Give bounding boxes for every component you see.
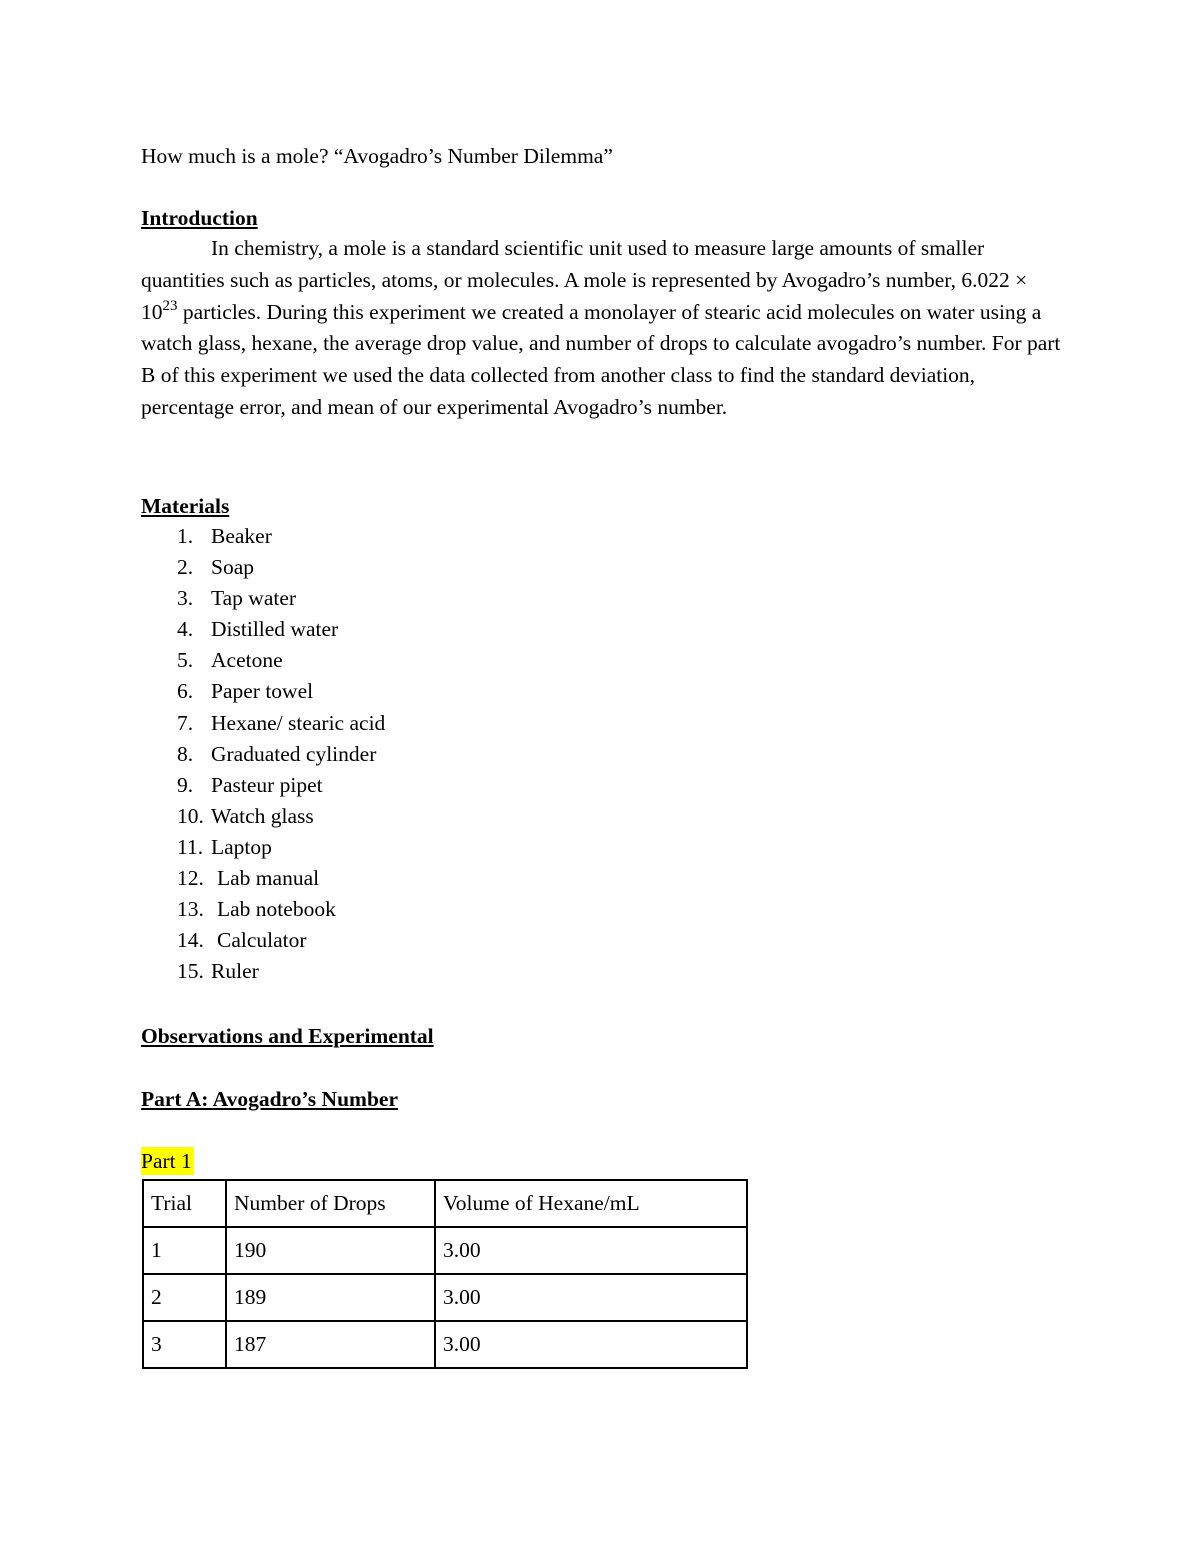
list-label: Hexane/ stearic acid <box>211 710 386 735</box>
introduction-heading: Introduction <box>141 206 258 230</box>
table-cell: 3.00 <box>435 1274 747 1321</box>
document-title: How much is a mole? “Avogadro’s Number Dilemma” <box>141 144 613 168</box>
list-number: 5. <box>177 648 194 673</box>
introduction-text-part2: particles. During this experiment we created a monolayer of stearic acid molecules on water using a watch glass, hexane, the average drop value, and number of drops to calculate avogadro’s number. For part B of this experiment we used the data collected from another class to find the standard deviation, percentage error, and mean of our experimental Avogadro’s number. <box>141 299 1061 419</box>
table-cell: 189 <box>226 1274 435 1321</box>
list-number: 15. <box>177 959 204 984</box>
table-cell: 1 <box>143 1227 226 1274</box>
list-label: Beaker <box>211 524 272 548</box>
list-number: 6. <box>177 679 194 704</box>
table-header-cell: Volume of Hexane/mL <box>435 1180 747 1227</box>
table-cell: 2 <box>143 1274 226 1321</box>
part-a-heading: Part A: Avogadro’s Number <box>141 1087 398 1111</box>
introduction-text-part1: In chemistry, a mole is a standard scientific unit used to measure large amounts of smaller quantities such as particles, atoms, or molecules. A mole is represented by Avogadro’s number, 6.022 × 10 <box>141 236 1028 324</box>
list-number: 11. <box>177 834 204 859</box>
list-number: 2. <box>177 555 194 580</box>
list-label: Lab notebook <box>217 897 336 922</box>
table-cell: 187 <box>226 1321 435 1368</box>
table-cell: 3.00 <box>435 1227 747 1274</box>
list-label: Paper towel <box>211 679 314 704</box>
list-number: 13. <box>177 897 204 922</box>
observations-heading: Observations and Experimental <box>141 1024 434 1048</box>
introduction-paragraph <box>141 233 1061 424</box>
table-header-row <box>143 1180 747 1227</box>
list-label: Calculator <box>217 928 307 953</box>
list-number: 3. <box>177 586 194 611</box>
table-header-cell: Number of Drops <box>226 1180 435 1227</box>
materials-heading: Materials <box>141 494 230 518</box>
table-row <box>143 1274 747 1321</box>
list-number: 14. <box>177 928 204 953</box>
part1-label: Part 1 <box>141 1149 192 1173</box>
list-label: Ruler <box>211 959 259 984</box>
table-cell: 3.00 <box>435 1321 747 1368</box>
list-label: Tap water <box>211 586 297 611</box>
list-label: Distilled water <box>211 617 339 642</box>
table-header-cell: Trial <box>143 1180 226 1227</box>
list-label: Laptop <box>211 834 272 859</box>
list-number: 1. <box>177 524 194 548</box>
list-number: 9. <box>177 772 194 797</box>
table-cell: 3 <box>143 1321 226 1368</box>
list-label: Soap <box>211 555 254 580</box>
list-number: 12. <box>177 866 204 891</box>
list-label: Lab manual <box>217 866 320 891</box>
list-number: 8. <box>177 741 194 766</box>
drops-table <box>142 1179 748 1369</box>
list-number: 4. <box>177 617 194 642</box>
list-label: Graduated cylinder <box>211 741 377 766</box>
list-label: Pasteur pipet <box>211 772 323 797</box>
list-number: 7. <box>177 710 194 735</box>
table-row <box>143 1227 747 1274</box>
list-number: 10. <box>177 803 204 828</box>
exponent: 23 <box>162 297 178 314</box>
list-label: Watch glass <box>211 803 314 828</box>
table-cell: 190 <box>226 1227 435 1274</box>
list-label: Acetone <box>211 648 283 673</box>
table-row <box>143 1321 747 1368</box>
